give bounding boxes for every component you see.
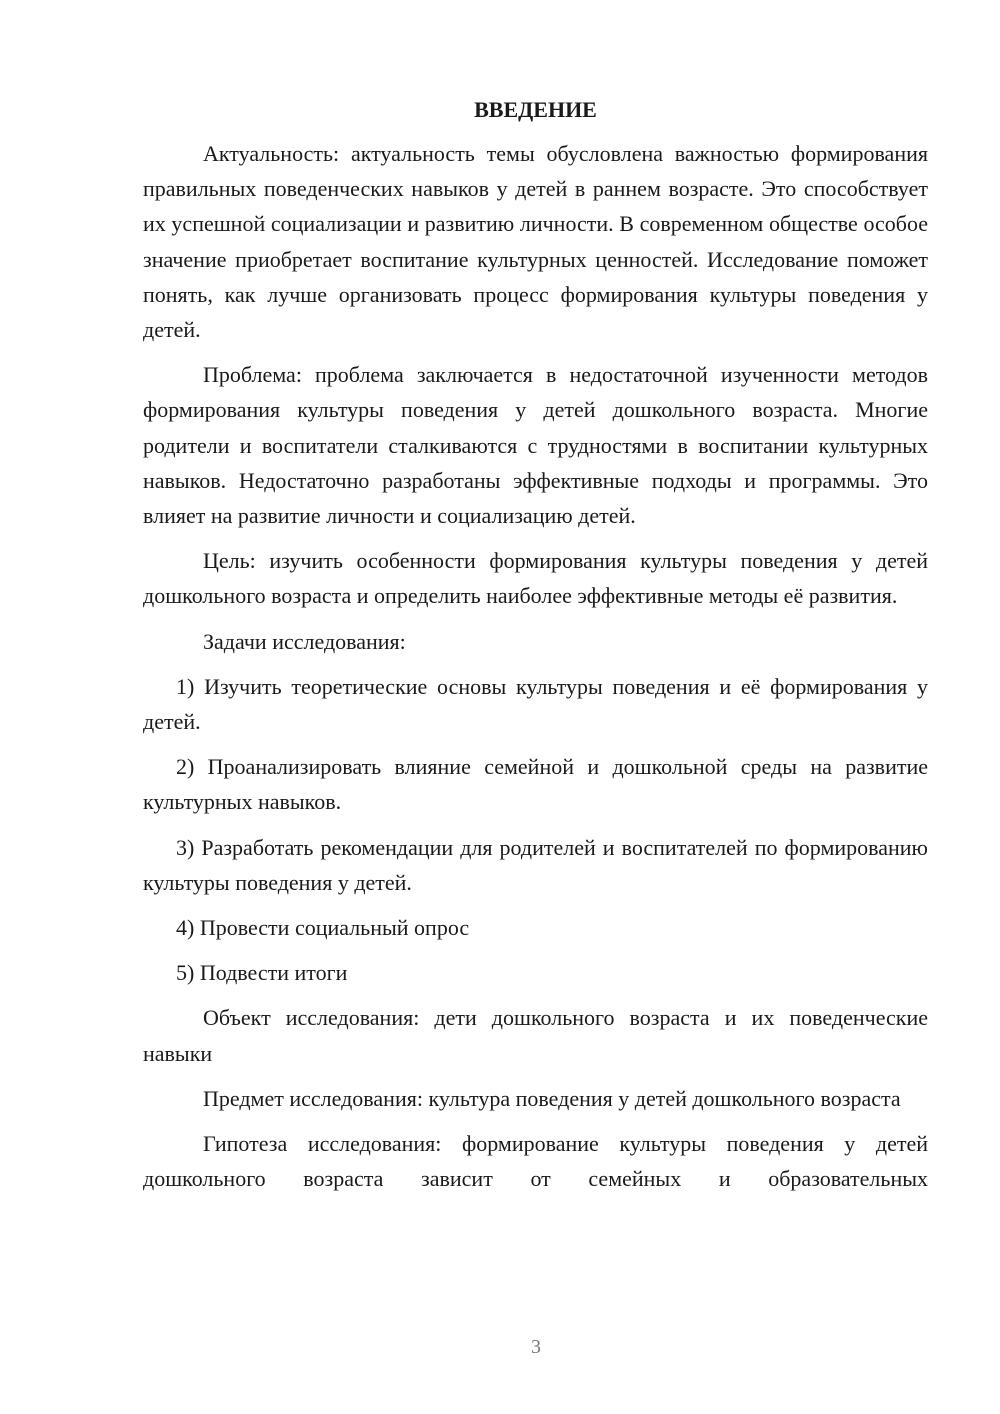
page-number: 3: [531, 1336, 541, 1358]
task-item: 2) Проанализировать влияние семейной и дошкольной среды на развитие культурных навыков.: [143, 754, 928, 815]
task-item: 5) Подвести итоги: [176, 960, 348, 986]
tasks-heading: Задачи исследования:: [203, 628, 406, 654]
task-item: 1) Изучить теоретические основы культуры поведения и её формирования у детей.: [143, 673, 928, 735]
task-item: 4) Провести социальный опрос: [176, 915, 470, 941]
object-paragraph: Объект исследования: дети дошкольного возраста и их поведенческие навыки: [143, 1005, 928, 1066]
section-title: ВВЕДЕНИЕ: [474, 97, 597, 122]
relevance-paragraph: Актуальность: актуальность темы обусловлена важностью формирования правильных поведенческих навыков у детей в раннем возрасте. Это способствует их успешной социализации и развитию личности. В современном обществе особое значение приобретает воспитание культурных ценностей. Исследование поможет понять, как лучше организовать процесс формирования культуры поведения у детей.: [143, 141, 928, 343]
goal-paragraph: Цель: изучить особенности формирования культуры поведения у детей дошкольного возраста и определить наиболее эффективные методы её развития.: [143, 548, 928, 609]
task-item: 3) Разработать рекомендации для родителей и воспитателей по формированию культуры поведения у детей.: [143, 834, 928, 895]
problem-paragraph: Проблема: проблема заключается в недостаточной изученности методов формирования культуры поведения у детей дошкольного возраста. Многие родители и воспитатели сталкиваются с трудностями в воспитании культурных навыков. Недостаточно разработаны эффективные подходы и программы. Это влияет на развитие личности и социализацию детей.: [143, 362, 928, 529]
hypothesis-paragraph: Гипотеза исследования: формирование культуры поведения у детей дошкольного возраста зависит от семейных и образовательных: [143, 1131, 928, 1192]
document-page: [143, 95, 928, 1196]
subject-paragraph: Предмет исследования: культура поведения у детей дошкольного возраста: [203, 1085, 901, 1111]
